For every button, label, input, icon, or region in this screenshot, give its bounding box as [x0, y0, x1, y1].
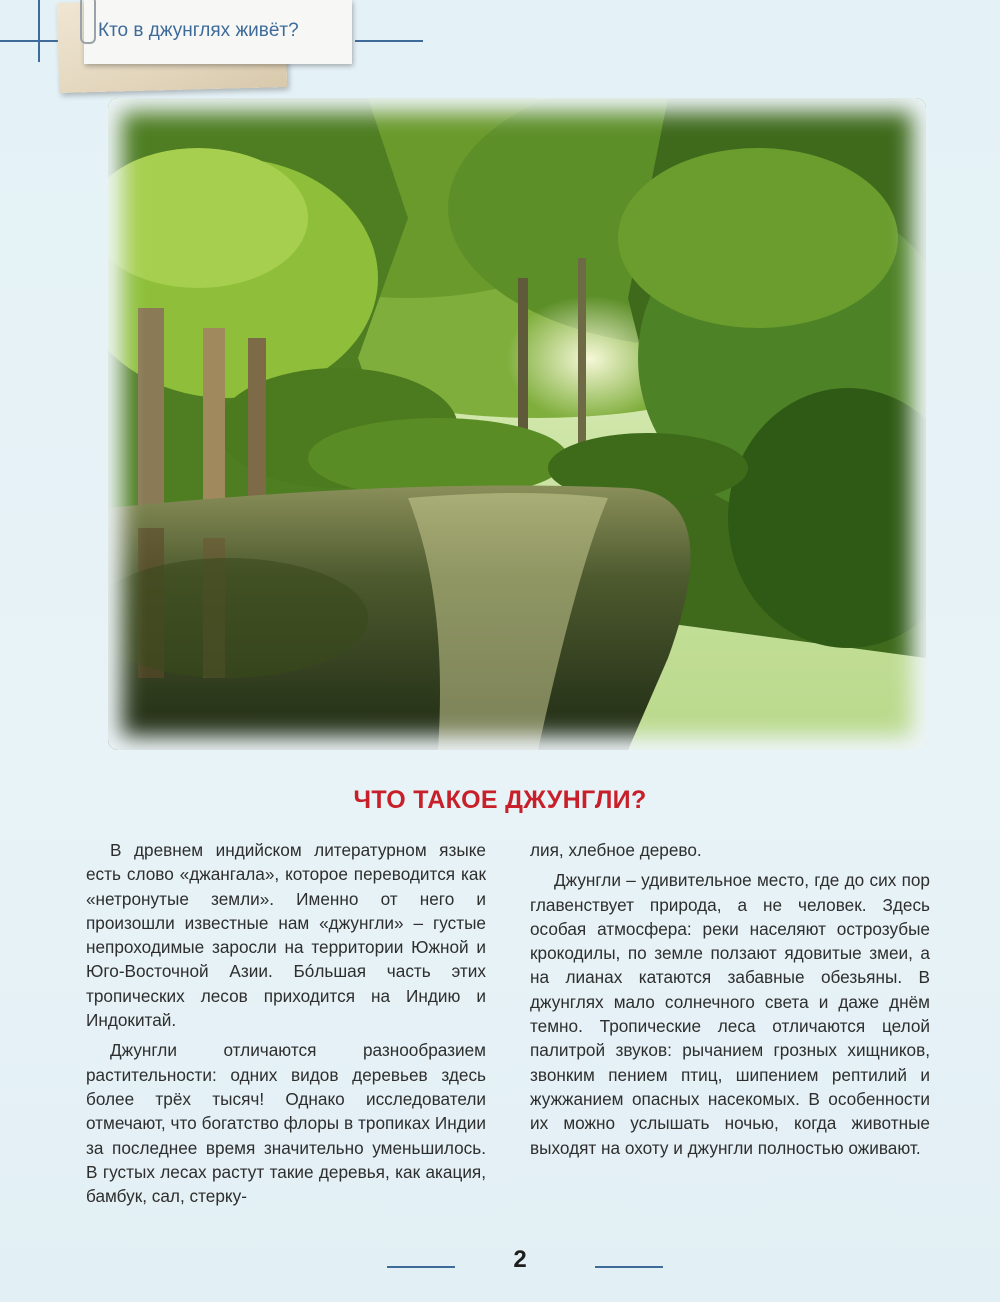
header-rule-left: [0, 40, 62, 42]
text-column-right: [530, 838, 930, 1160]
paperclip-icon: [80, 0, 96, 44]
paragraph: Джунгли отличаются разнообразием растительности: одних видов деревьев здесь более трёх тысяч! Однако исследователи отмечают, что богатство флоры в тропиках Индии за последнее время значительно уменьшилось. В густых лесах растут такие деревья, как акация, бамбук, сал, стерку-: [86, 1040, 486, 1207]
section-title: Кто в джунглях живёт?: [98, 20, 299, 41]
page-number: 2: [513, 1246, 527, 1273]
paragraph: Джунгли – удивительное место, где до сих пор главенствует природа, а не человек. Здесь особая атмосфера: реки населяют острозубые крокодилы, по земле ползают ядовитые змеи, а на лианах катаются забавные обезьяны. В джунглях мало солнечного света и даже днём темно. Тропические леса отличаются целой палитрой звуков: рычанием грозных хищников, звонким пением птиц, шипением рептилий и жужжанием опасных насекомых. В особенности их можно услышать ночью, когда животные выходят на охоту и джунгли полностью оживают.: [530, 870, 930, 1158]
header-rule-right: [355, 40, 423, 42]
header-rule-vertical: [38, 0, 40, 62]
paragraph: В древнем индийском литературном языке есть слово «джангала», которое переводится как «нетронутые земли». Именно от него и произошли известные нам «джунгли» – густые непроходимые заросли на территории Южной и Юго-Восточной Азии. Бóльшая часть этих тропических лесов приходится на Индию и Индокитай.: [86, 840, 486, 1031]
text-column-left: [86, 838, 486, 1208]
jungle-river-photo: [108, 98, 926, 750]
paragraph-continuation: лия, хлебное дерево.: [530, 840, 702, 860]
footer-rule-right: [595, 1266, 663, 1268]
photo-illustration: [108, 98, 926, 750]
article-heading: ЧТО ТАКОЕ ДЖУНГЛИ?: [353, 786, 647, 814]
